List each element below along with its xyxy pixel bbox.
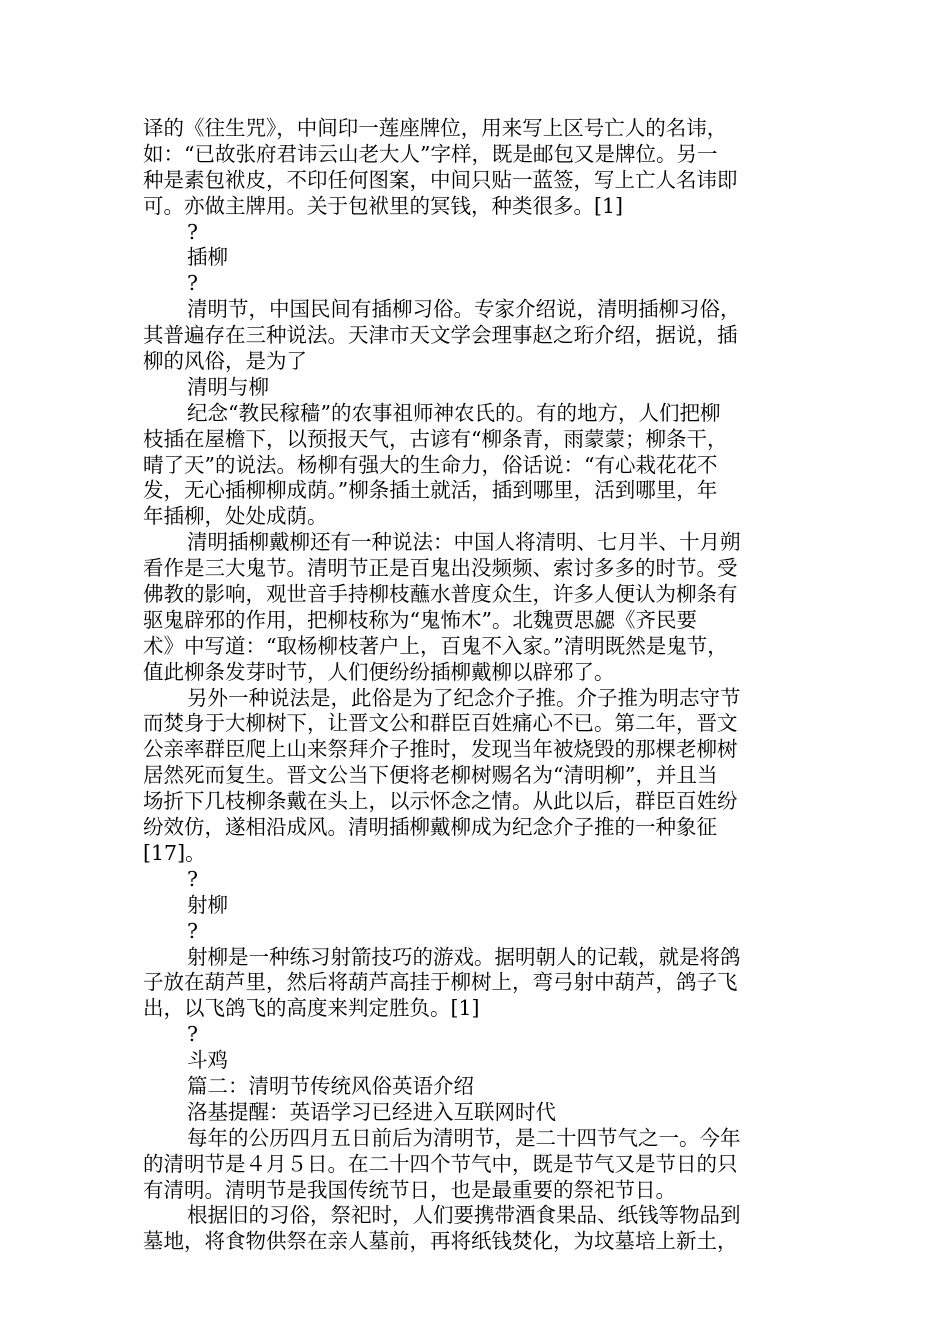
text-line: ? — [187, 271, 198, 296]
text-line: 译的《往生咒》，中间印一莲座牌位，用来写上区号亡人的名讳， — [143, 116, 728, 140]
text-line: 的清明节是４月５日。在二十四个节气中，既是节气又是节日的只 — [143, 1151, 738, 1176]
text-line: 斗鸡 — [187, 1048, 228, 1073]
text-line: 纷效仿，遂相沿成风。清明插柳戴柳成为纪念介子推的一种象征 — [143, 815, 717, 840]
text-line: 插柳 — [187, 245, 228, 270]
text-line: 墓地，将食物供祭在亲人墓前，再将纸钱焚化，为坟墓培上新土， — [143, 1229, 738, 1254]
text-line: 射柳是一种练习射箭技巧的游戏。据明朝人的记载，就是将鸽 — [187, 944, 741, 969]
text-line: ? — [187, 219, 198, 244]
text-line: 驱鬼辟邪的作用，把柳枝称为“鬼怖木”。北魏贾思勰《齐民要 — [143, 607, 697, 632]
text-line: 晴了天”的说法。杨柳有强大的生命力，俗话说：“有心栽花花不 — [143, 452, 718, 477]
text-line: 年插柳，处处成荫。 — [143, 504, 328, 529]
document-page — [143, 116, 823, 1255]
text-line: 术》中写道：“取杨柳枝著户上，百鬼不入家。”清明既然是鬼节， — [143, 633, 728, 658]
text-line: 射柳 — [187, 892, 228, 917]
text-line: 佛教的影响，观世音手持柳枝蘸水普度众生，许多人便认为柳条有 — [143, 582, 738, 607]
text-line: 篇二：清明节传统风俗英语介绍 — [187, 1073, 474, 1098]
text-line: 清明插柳戴柳还有一种说法：中国人将清明、七月半、十月朔 — [187, 530, 741, 555]
text-line: 洛基提醒：英语学习已经进入互联网时代 — [187, 1099, 556, 1124]
text-line: [17]。 — [143, 840, 206, 865]
text-line: 出，以飞鸽飞的高度来判定胜负。[1] — [143, 996, 480, 1021]
text-line: 看作是三大鬼节。清明节正是百鬼出没频频、索讨多多的时节。受 — [143, 556, 738, 581]
text-line: 其普遍存在三种说法。天津市天文学会理事赵之珩介绍，据说，插 — [143, 323, 738, 348]
text-line: ? — [187, 1022, 198, 1047]
text-line: 清明与柳 — [187, 374, 269, 399]
text-line: 根据旧的习俗，祭祀时，人们要携带酒食果品、纸钱等物品到 — [187, 1203, 741, 1228]
text-line: 每年的公历四月五日前后为清明节，是二十四节气之一。今年 — [187, 1125, 741, 1150]
text-line: 居然死而复生。晋文公当下便将老柳树赐名为“清明柳”，并且当 — [143, 763, 718, 788]
text-line: 种是素包袱皮，不印任何图案，中间只贴一蓝签，写上亡人名讳即 — [143, 167, 738, 192]
text-line: 可。亦做主牌用。关于包袱里的冥钱，种类很多。[1] — [143, 193, 624, 218]
text-line: 发，无心插柳柳成荫。”柳条插土就活，插到哪里，活到哪里，年 — [143, 478, 718, 503]
text-line: 场折下几枝柳条戴在头上，以示怀念之情。从此以后，群臣百姓纷 — [143, 789, 738, 814]
text-line: 柳的风俗，是为了 — [143, 349, 307, 374]
text-line: 值此柳条发芽时节，人们便纷纷插柳戴柳以辟邪了。 — [143, 659, 615, 684]
text-line: 纪念“教民稼穑”的农事祖师神农氏的。有的地方，人们把柳 — [187, 400, 721, 425]
text-line: 另外一种说法是，此俗是为了纪念介子推。介子推为明志守节 — [187, 685, 741, 710]
text-line: 子放在葫芦里，然后将葫芦高挂于柳树上，弯弓射中葫芦，鸽子飞 — [143, 970, 738, 995]
text-line: 清明节，中国民间有插柳习俗。专家介绍说，清明插柳习俗， — [187, 297, 741, 322]
text-line: 公亲率群臣爬上山来祭拜介子推时，发现当年被烧毁的那棵老柳树 — [143, 737, 738, 762]
text-line: ? — [187, 918, 198, 943]
text-line: ? — [187, 866, 198, 891]
text-line: 有清明。清明节是我国传统节日，也是最重要的祭祀节日。 — [143, 1177, 676, 1202]
text-line: 枝插在屋檐下，以预报天气，古谚有“柳条青，雨蒙蒙；柳条干， — [143, 426, 728, 451]
text-line: 如：“已故张府君讳云山老大人”字样，既是邮包又是牌位。另一 — [143, 141, 718, 166]
text-line: 而焚身于大柳树下，让晋文公和群臣百姓痛心不已。第二年，晋文 — [143, 711, 738, 736]
